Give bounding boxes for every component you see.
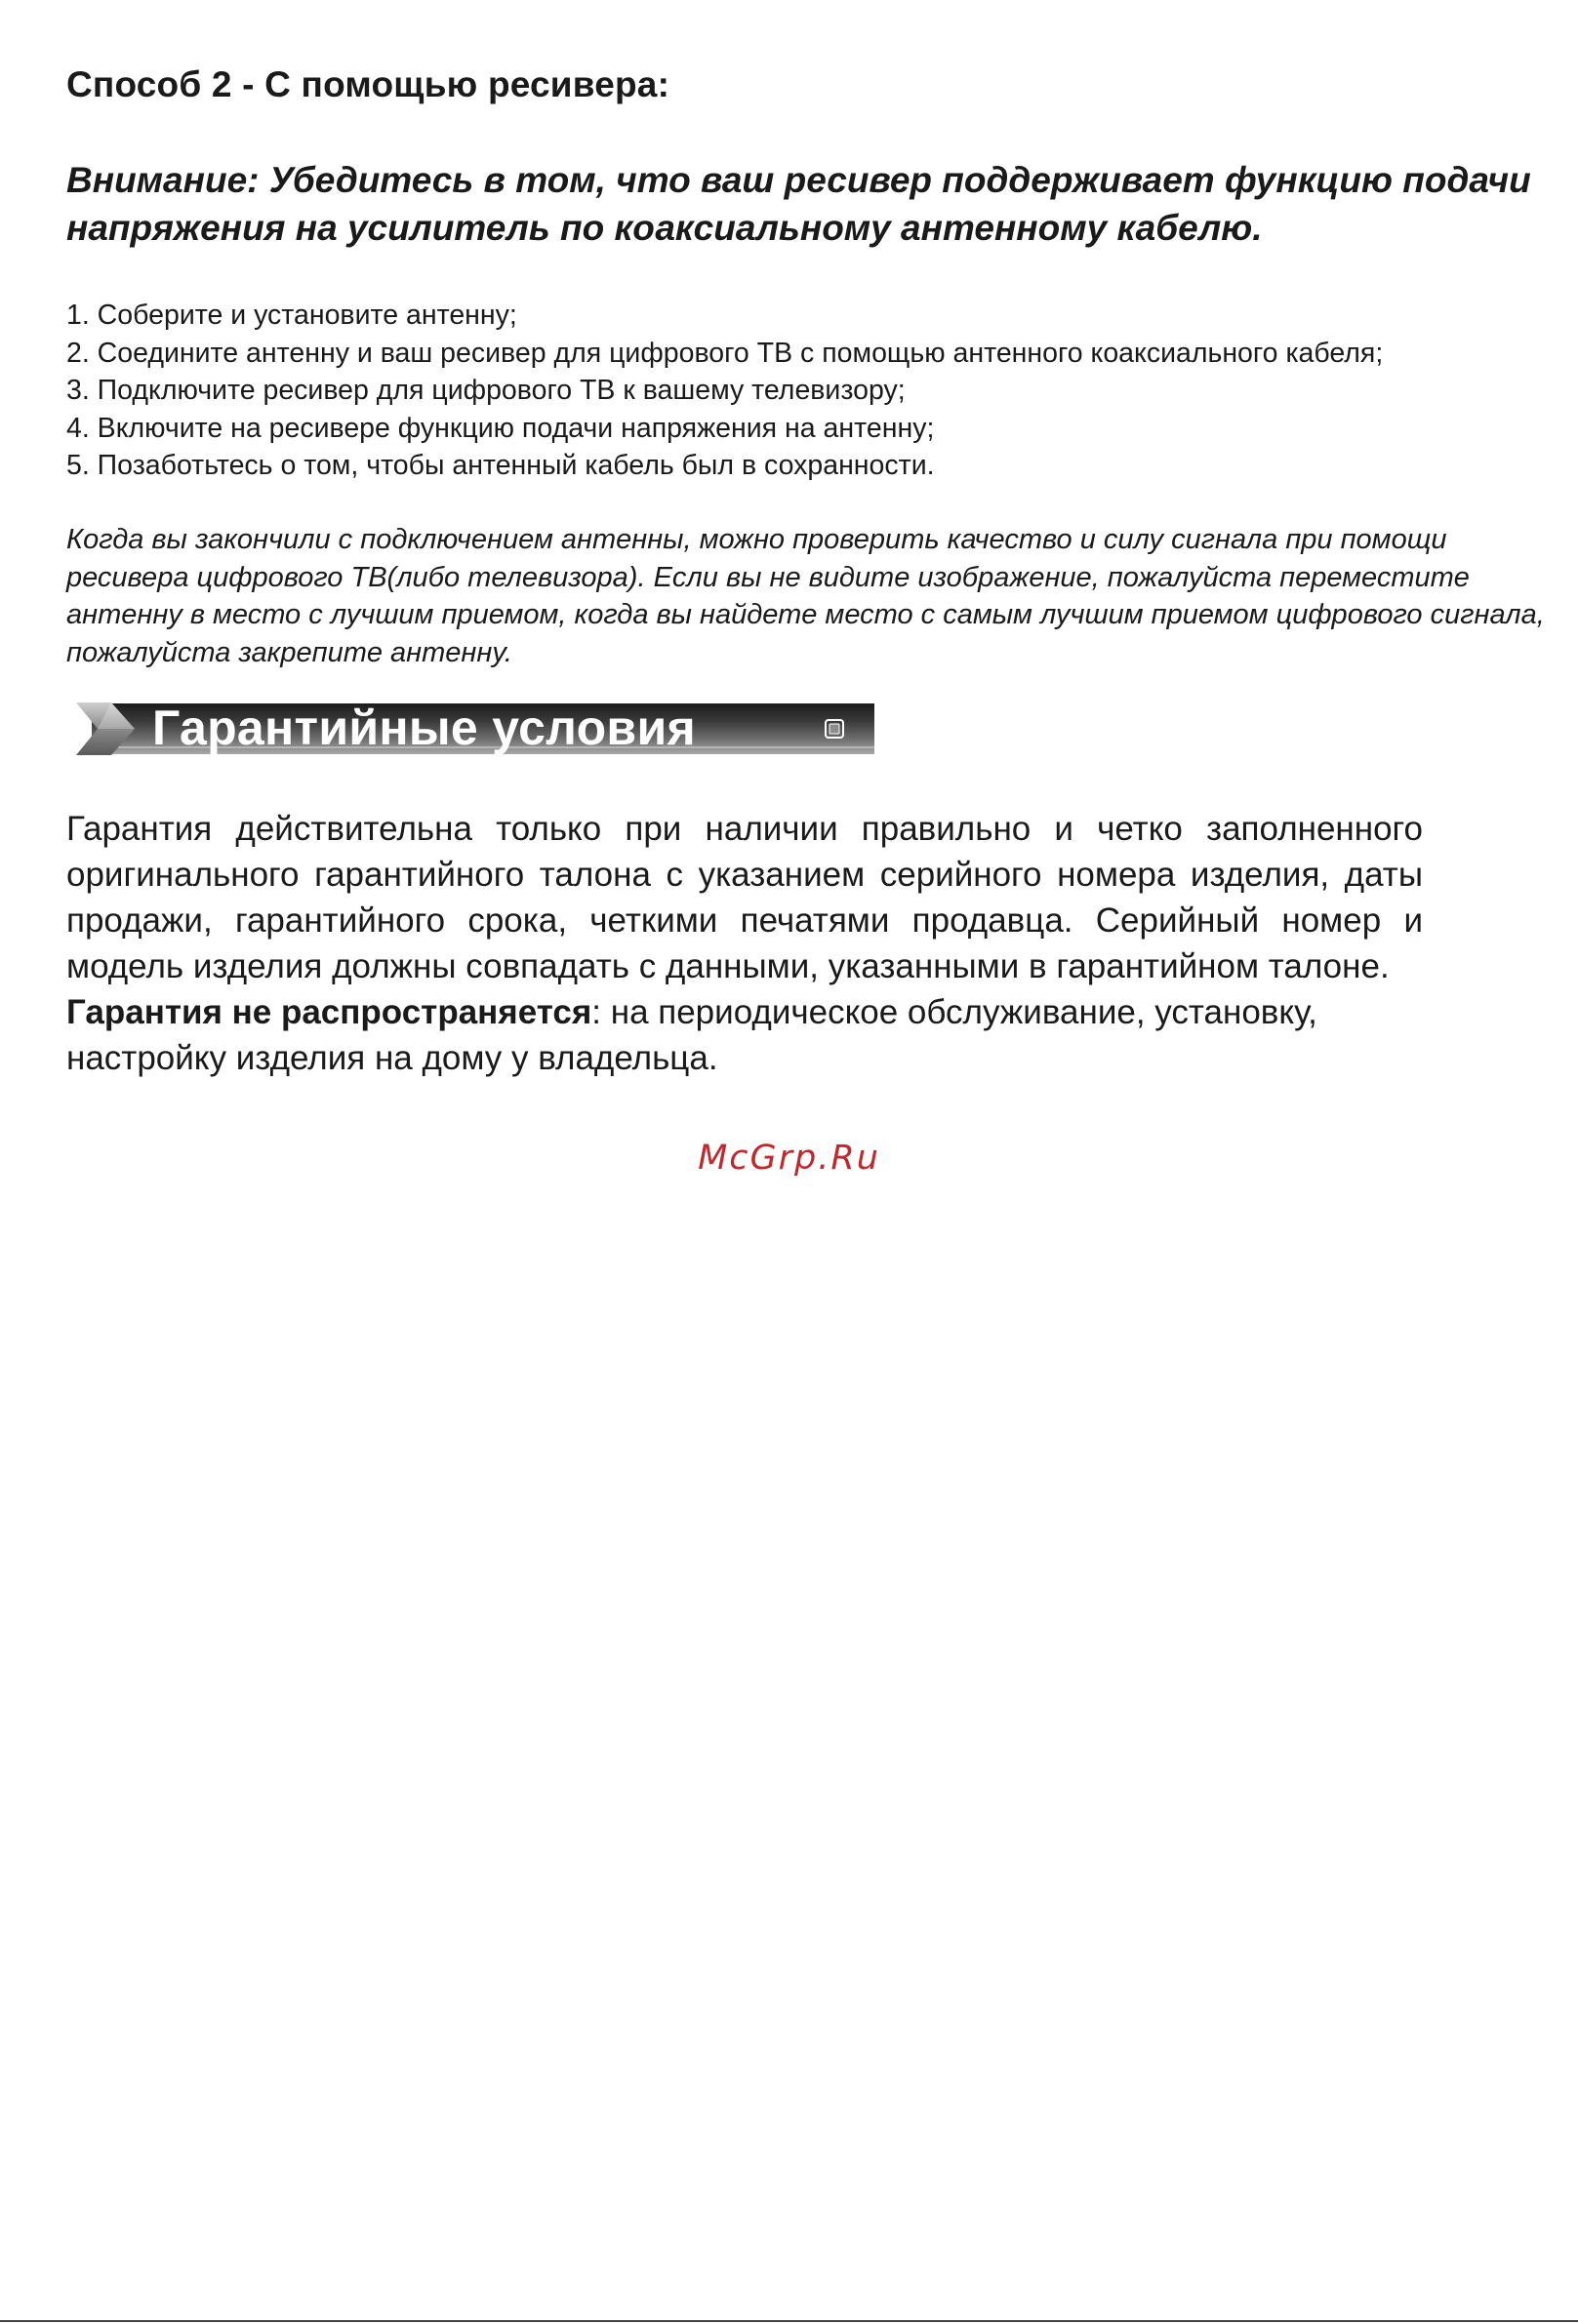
page-bottom-rule <box>0 2320 1578 2322</box>
watermark: McGrp.Ru <box>698 1139 880 1178</box>
warranty-text <box>66 806 1423 1081</box>
warranty-exclusion <box>66 989 1423 1081</box>
warranty-paragraph: Гарантия действительна только при наличии правильно и четко заполненного оригинального гарантийного талона с указанием серийного номера изделия, даты продажи, гарантийного срока, четкими печатями продавца. Серийный номер и модель изделия должны совпадать с данными, указанными в гарантийном талоне. <box>66 810 1423 985</box>
list-item: 5. Позаботьтесь о том, чтобы антенный кабель был в сохранности. <box>66 450 935 481</box>
list-item: 3. Подключите ресивер для цифрового ТВ к вашему телевизору; <box>66 375 906 406</box>
steps-list <box>66 297 1574 485</box>
exclusion-label: Гарантия не распространяется <box>66 993 592 1031</box>
list-item: 2. Соедините антенну и ваш ресивер для цифрового ТВ с помощью антенного коаксиального кабеля; <box>66 337 1384 369</box>
list-item: 4. Включите на ресивере функцию подачи напряжения на антенну; <box>66 412 935 444</box>
signal-check-note: Когда вы закончили с подключением антенны, можно проверить качество и силу сигнала при помощи ресивера цифрового ТВ(либо телевизора). Если вы не видите изображение, пожалуйста переместите антенну в место с лучшим приемом, когда вы найдете место с самым лучшим приемом цифрового сигнала, пожалуйста закрепите антенну. <box>66 524 1545 668</box>
attention-note: Внимание: Убедитесь в том, что ваш ресивер поддерживает функцию подачи напряжения на усилитель по коаксиальному антенному кабелю. <box>66 160 1531 248</box>
section-title: Гарантийные условия <box>152 701 696 755</box>
chevron-right-icon <box>76 701 139 757</box>
method-heading: Способ 2 - С помощью ресивера: <box>66 64 670 104</box>
exclusion-text: : на периодическое обслуживание, установку, настройку изделия на дому у владельца. <box>66 993 1317 1077</box>
list-item: 1. Соберите и установите антенну; <box>66 300 517 331</box>
square-icon <box>824 718 845 740</box>
section-banner <box>76 701 874 755</box>
